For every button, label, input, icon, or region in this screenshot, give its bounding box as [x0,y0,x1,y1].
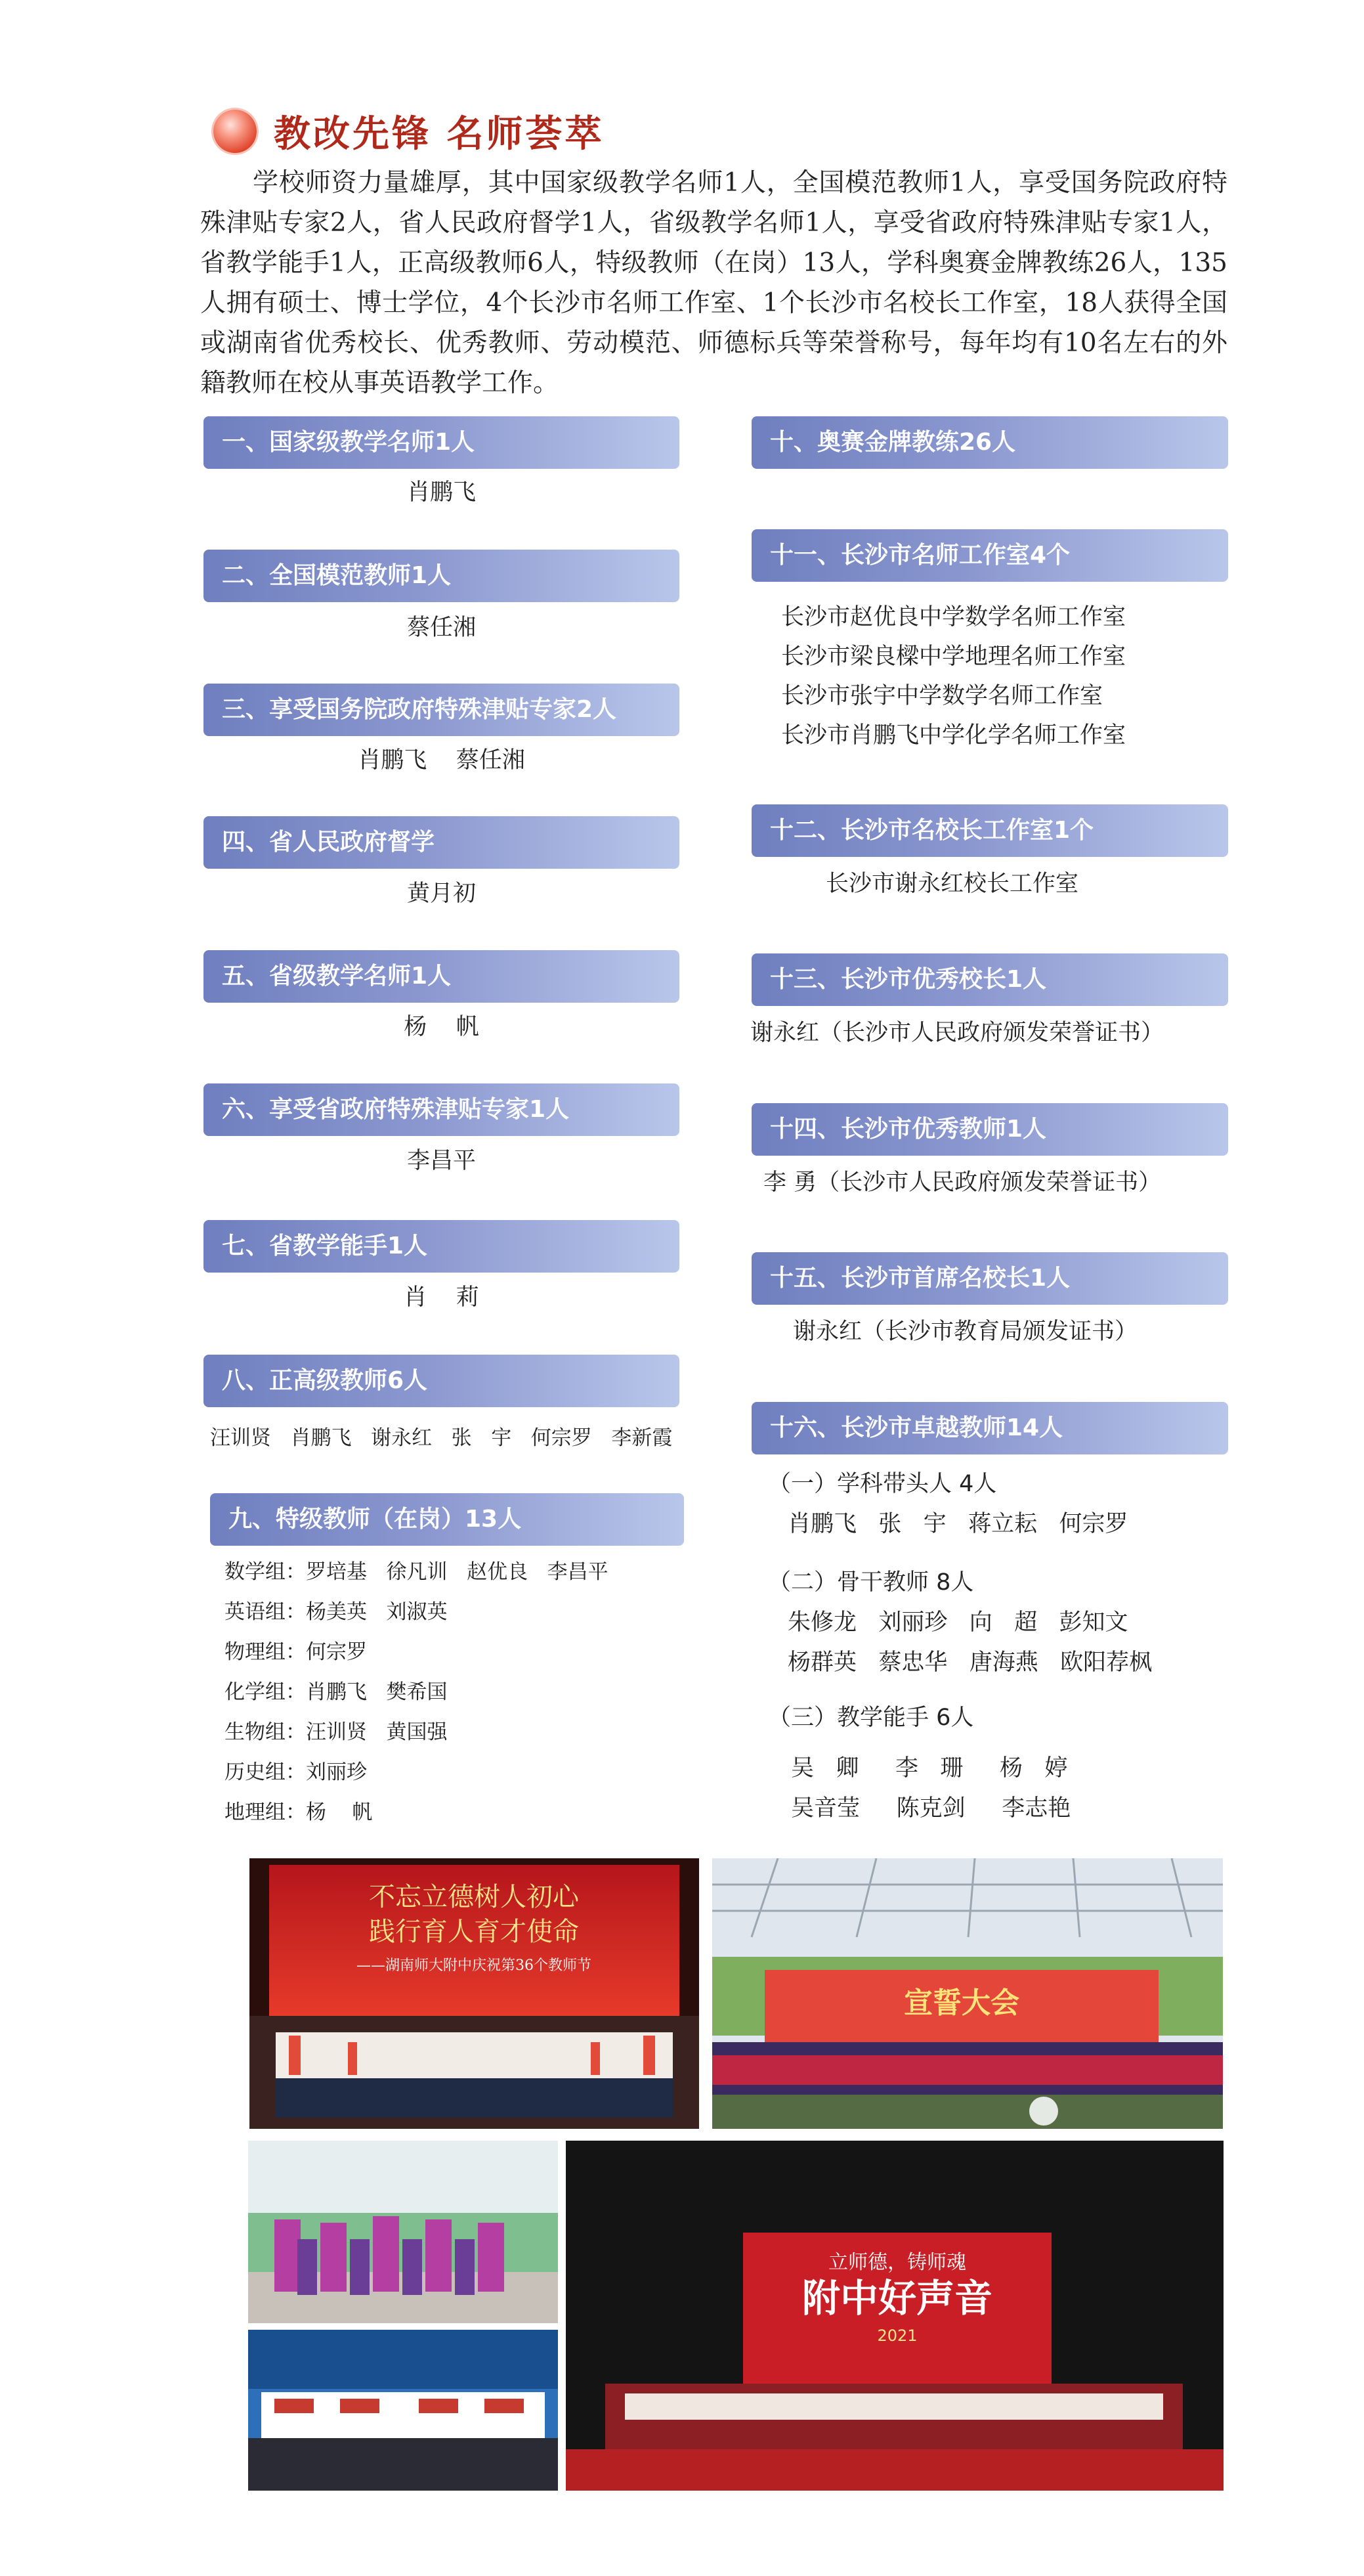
header-special-grade-teachers: 九、特级教师（在岗）13人 [210,1493,684,1546]
event-line-2: 附中好声音 [801,2276,993,2321]
subgroup-experts: （三）教学能手 6人 [768,1705,974,1731]
header-principal-studio: 十二、长沙市名校长工作室1个 [752,804,1228,857]
names-provincial-inspector: 黄月初 [406,881,476,907]
stage-text: 宣誓大会 [904,1986,1019,2020]
subgroup-backbone: （二）骨干教师 8人 [768,1569,974,1596]
group-math: 数学组：罗培基 徐凡训 赵优良 李昌平 [224,1560,608,1584]
principal-studio-text: 长沙市谢永红校长工作室 [826,871,1079,897]
banner-line-2: 践行育人育才使命 [369,1917,579,1947]
banner-line-1: 不忘立德树人初心 [369,1882,579,1912]
names-teaching-expert: 肖 莉 [404,1284,479,1311]
group-history: 历史组：刘丽珍 [224,1760,367,1784]
photo-oath-ceremony [712,1858,1223,2129]
subgroup-leaders-names: 肖鹏飞 张 宇 蒋立耘 何宗罗 [788,1511,1128,1537]
section-title [213,105,605,158]
photo-voice-event [566,2141,1224,2491]
group-geography: 地理组：杨 帆 [224,1801,373,1824]
header-state-council-expert: 三、享受国务院政府特殊津贴专家2人 [203,684,679,736]
subgroup-backbone-names: 杨群英 蔡忠华 唐海燕 欧阳荐枫 [788,1649,1153,1676]
chief-principal-text: 谢永红（长沙市教育局颁发证书） [793,1319,1138,1345]
header-chief-principal: 十五、长沙市首席名校长1人 [752,1252,1228,1305]
subgroup-experts-names: 吴音莹 陈克剑 李志艳 [791,1795,1071,1822]
header-teaching-expert: 七、省教学能手1人 [203,1220,679,1273]
subgroup-experts-names: 吴 卿 李 珊 杨 婷 [791,1755,1068,1781]
header-excellent-principal: 十三、长沙市优秀校长1人 [752,953,1228,1006]
header-famous-teacher-studios: 十一、长沙市名师工作室4个 [752,529,1228,582]
studio-item: 长沙市肖鹏飞中学化学名师工作室 [781,722,1126,749]
header-outstanding-teachers: 十六、长沙市卓越教师14人 [752,1402,1228,1454]
header-provincial-expert: 六、享受省政府特殊津贴专家1人 [203,1083,679,1136]
photo-dance-performance [248,2141,558,2323]
header-senior-teachers: 八、正高级教师6人 [203,1355,679,1407]
excellent-teacher-text: 李 勇（长沙市人民政府颁发荣誉证书） [763,1169,1162,1196]
intro-paragraph: 学校师资力量雄厚，其中国家级教学名师1人，全国模范教师1人，享受国务院政府特殊津贴专家2人，省人民政府督学1人，省级教学名师1人，享受省政府特殊津贴专家1人，省教学能手1人，正高级教师6人，特级教师（在岗）13人，学科奥赛金牌教练26人，135人拥有硕士、博士学位，4个长沙市名师工作室、1个长沙市名校长工作室，18人获得全国或湖南省优秀校长、优秀教师、劳动模范、师德标兵等荣誉称号，每年均有10名左右的外籍教师在校从事英语教学工作。 [200,168,1227,398]
group-biology: 生物组：汪训贤 黄国强 [224,1720,448,1744]
names-provincial-famous-teacher: 杨 帆 [404,1014,479,1040]
names-provincial-expert: 李昌平 [406,1148,476,1174]
page-title: 教改先锋 名师荟萃 [274,112,605,156]
banner-line-3: ——湖南师大附中庆祝第36个教师节 [356,1957,591,1974]
photo-team-group [248,2330,558,2491]
title-bullet-icon [213,110,257,153]
subgroup-leaders: （一）学科带头人 4人 [768,1471,997,1497]
studio-item: 长沙市张宇中学数学名师工作室 [781,683,1103,709]
header-provincial-famous-teacher: 五、省级教学名师1人 [203,950,679,1003]
group-english: 英语组：杨美英 刘淑英 [224,1600,448,1624]
header-model-teacher: 二、全国模范教师1人 [203,550,679,602]
group-physics: 物理组：何宗罗 [224,1640,367,1664]
names-senior-teachers: 汪训贤 肖鹏飞 谢永红 张 宇 何宗罗 李新霞 [210,1426,673,1450]
subgroup-backbone-names: 朱修龙 刘丽珍 向 超 彭知文 [788,1609,1128,1636]
header-national-teacher: 一、国家级教学名师1人 [203,416,679,469]
names-national-teacher: 肖鹏飞 [406,479,476,506]
header-olympiad-coaches: 十、奥赛金牌教练26人 [752,416,1228,469]
names-state-council-expert: 肖鹏飞 蔡任湘 [358,747,525,774]
group-chemistry: 化学组：肖鹏飞 樊希国 [224,1680,448,1704]
event-line-3: 2021 [877,2326,918,2345]
excellent-principal-text: 谢永红（长沙市人民政府颁发荣誉证书） [750,1020,1164,1046]
studio-item: 长沙市梁良樑中学地理名师工作室 [781,644,1126,670]
names-model-teacher: 蔡任湘 [406,615,476,641]
event-line-1: 立师德，铸师魂 [828,2251,966,2274]
header-excellent-teacher: 十四、长沙市优秀教师1人 [752,1103,1228,1156]
studio-item: 长沙市赵优良中学数学名师工作室 [781,604,1126,630]
photo-teachers-day [249,1858,699,2129]
header-provincial-inspector: 四、省人民政府督学 [203,816,679,869]
